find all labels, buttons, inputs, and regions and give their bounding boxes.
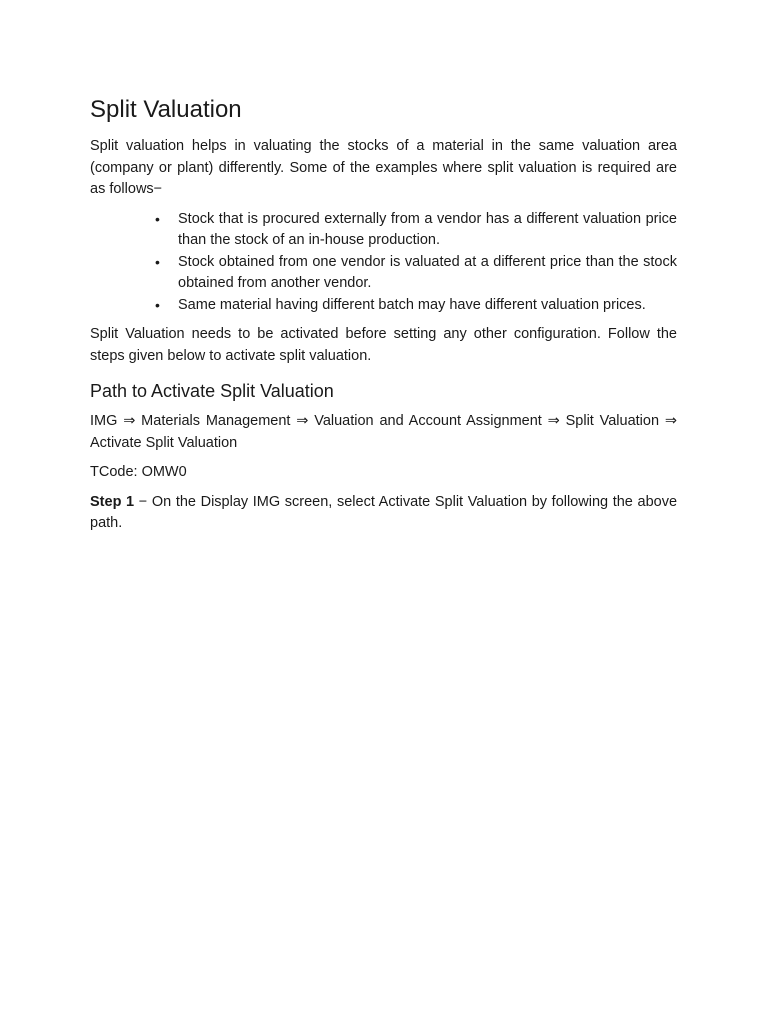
list-item xyxy=(155,252,677,295)
list-item xyxy=(155,209,677,252)
activation-paragraph: Split Valuation needs to be activated before setting any other configuration. Follow the steps given below to activate split valuation. xyxy=(90,326,677,364)
img-path: IMG ⇒ Materials Management ⇒ Valuation and Account Assignment ⇒ Split Valuation ⇒ Activate Split Valuation xyxy=(90,413,677,451)
list-item-text: Same material having different batch may have different valuation prices. xyxy=(178,296,646,313)
bullet-icon: • xyxy=(155,210,160,227)
section-heading: Path to Activate Split Valuation xyxy=(90,381,334,401)
list-item-text: Stock that is procured externally from a vendor has a different valuation price than the stock of an in-house production. xyxy=(178,210,677,248)
list-item-text: Stock obtained from one vendor is valuated at a different price than the stock obtained from another vendor. xyxy=(178,253,677,291)
intro-paragraph: Split valuation helps in valuating the stocks of a material in the same valuation area (company or plant) differently. Some of the examples where split valuation is required are as follows− xyxy=(90,138,677,197)
step-1-text: − On the Display IMG screen, select Activate Split Valuation by following the above path. xyxy=(90,493,678,531)
step-1-paragraph xyxy=(90,492,677,535)
tcode-text: TCode: OMW0 xyxy=(90,464,187,480)
page-title: Split Valuation xyxy=(90,96,242,123)
examples-list xyxy=(90,209,677,317)
bullet-icon: • xyxy=(155,296,160,313)
list-item xyxy=(155,295,677,317)
step-1-label: Step 1 xyxy=(90,493,135,510)
bullet-icon: • xyxy=(155,253,160,270)
document-page xyxy=(90,94,677,543)
